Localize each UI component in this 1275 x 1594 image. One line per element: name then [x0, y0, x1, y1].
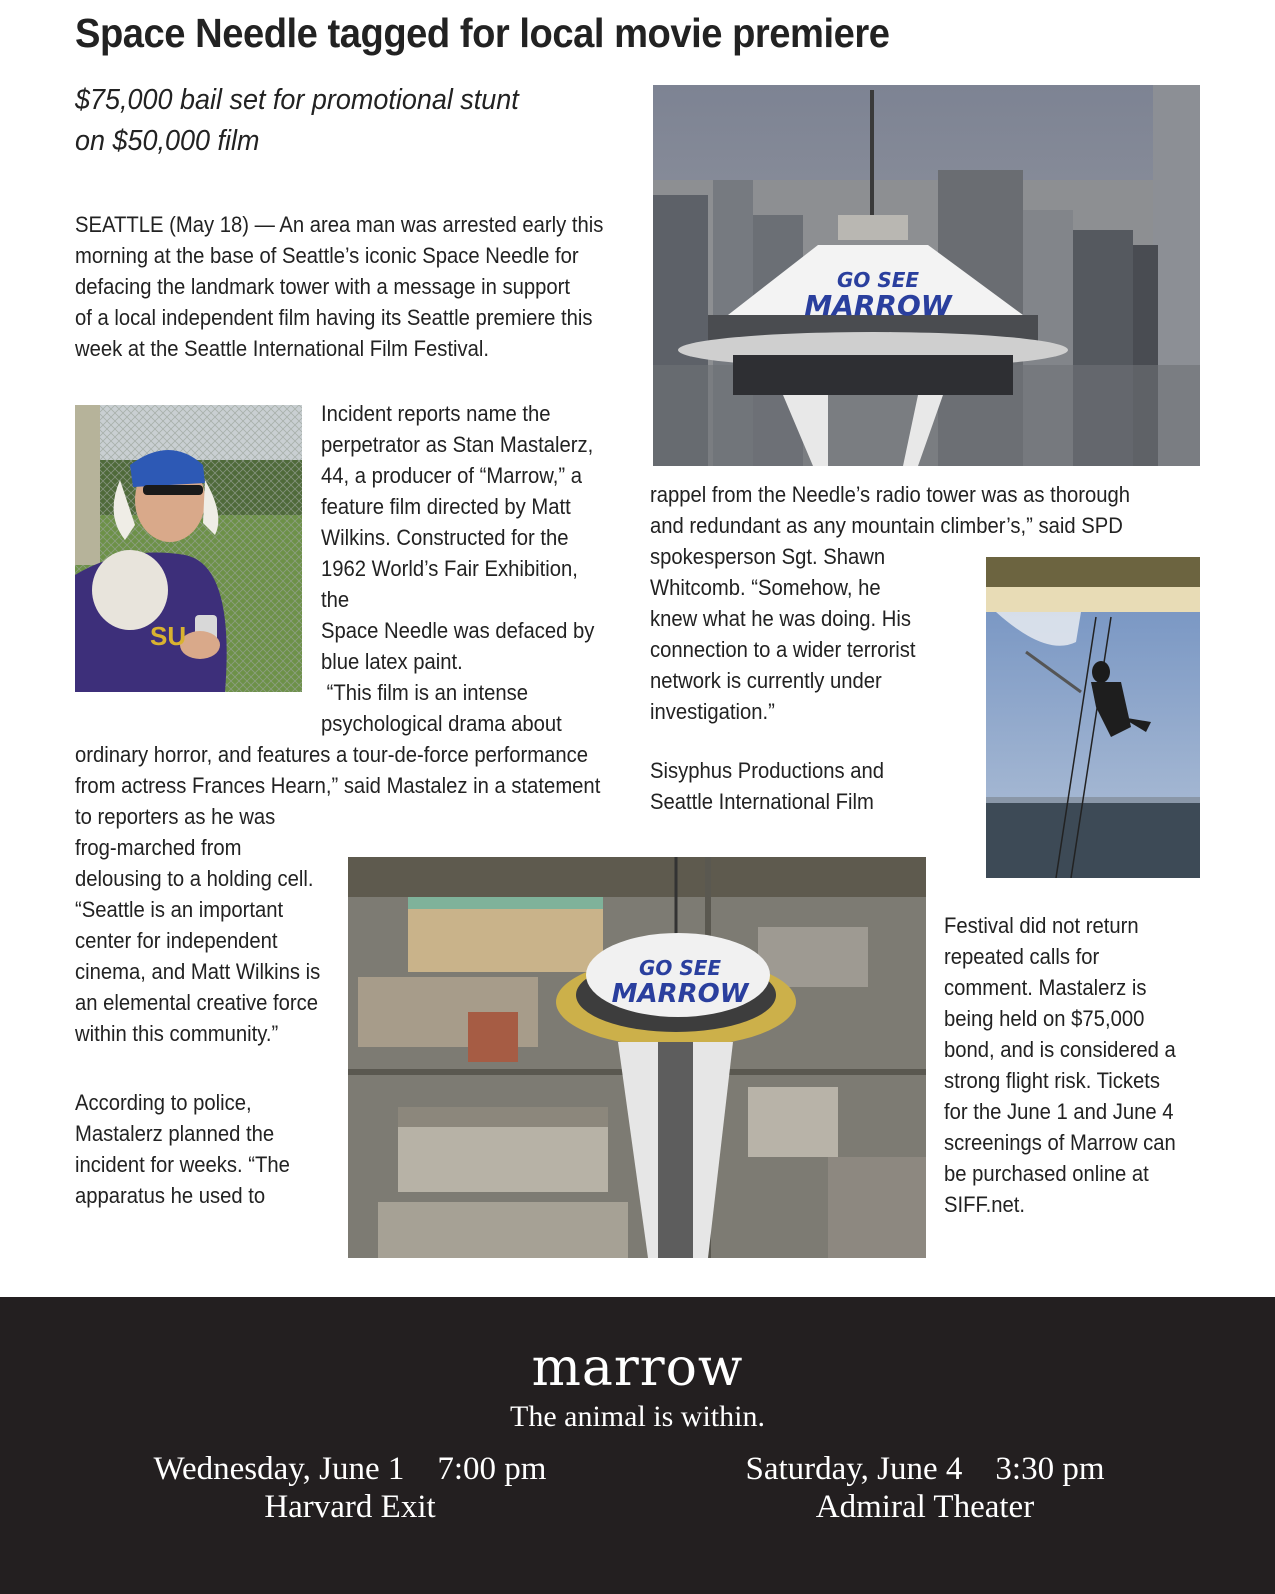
film-title: marrow: [531, 1338, 744, 1398]
screening-2: [645, 1450, 1205, 1526]
screening-1: [70, 1450, 630, 1526]
text-line: spokesperson Sgt. Shawn: [650, 544, 886, 569]
text-line: Whitcomb. “Somehow, he: [650, 575, 881, 600]
text-line: investigation.”: [650, 699, 775, 724]
text-line: Festival did not return: [944, 913, 1139, 938]
text-line: Wilkins. Constructed for the: [321, 525, 569, 550]
lede-paragraph: [75, 209, 675, 364]
text-line: morning at the base of Seattle’s iconic Space Needle for: [75, 243, 579, 268]
text-line: connection to a wider terrorist: [650, 637, 916, 662]
headline: Space Needle tagged for local movie premiere: [75, 10, 890, 56]
subhead-line: $75,000 bail set for promotional stunt: [75, 84, 519, 116]
text-line: for the June 1 and June 4: [944, 1099, 1174, 1124]
text-line: blue latex paint.: [321, 649, 463, 674]
screening-venue: Harvard Exit: [264, 1489, 436, 1525]
graffiti-line: GO SEE: [638, 956, 722, 980]
text-line: comment. Mastalerz is: [944, 975, 1147, 1000]
text-line: and redundant as any mountain climber’s,” said SPD: [650, 513, 1123, 538]
text-line: be purchased online at: [944, 1161, 1149, 1186]
text-line: an elemental creative force: [75, 990, 319, 1015]
text-line: 1962 World’s Fair Exhibition, the: [321, 556, 578, 612]
text-line: SIFF.net.: [944, 1192, 1026, 1217]
film-tagline: The animal is within.: [510, 1400, 765, 1433]
text-line: screenings of Marrow can: [944, 1130, 1176, 1155]
text-line: According to police,: [75, 1090, 252, 1115]
text-line: Sisyphus Productions and: [650, 758, 885, 783]
text-line: Seattle International Film: [650, 789, 874, 814]
quote-start: [321, 677, 621, 739]
subhead-line: on $50,000 film: [75, 125, 260, 157]
svg-text:SU: SU: [150, 621, 187, 651]
portrait-photo: [75, 405, 302, 692]
col2-full-text: [650, 479, 1210, 541]
text-line: to reporters as he was: [75, 804, 276, 829]
text-line: Space Needle was defaced by: [321, 618, 595, 643]
text-line: Incident reports name the: [321, 401, 551, 426]
text-line: ordinary horror, and features a tour-de-force performance: [75, 742, 589, 767]
graffiti-line: MARROW: [611, 979, 749, 1009]
graffiti-line: MARROW: [804, 289, 952, 322]
quote-full-width: [75, 739, 675, 801]
subhead: [75, 80, 559, 162]
text-line: from actress Frances Hearn,” said Mastalez in a statement: [75, 773, 601, 798]
text-line: Mastalerz planned the: [75, 1121, 275, 1146]
text-line: within this community.”: [75, 1021, 279, 1046]
text-line: “This film is an intense: [321, 680, 528, 705]
text-line: frog-marched from: [75, 835, 242, 860]
text-line: being held on $75,000: [944, 1006, 1145, 1031]
text-line: defacing the landmark tower with a message in support: [75, 274, 571, 299]
text-line: bond, and is considered a: [944, 1037, 1176, 1062]
text-line: psychological drama about: [321, 711, 562, 736]
text-line: feature film directed by Matt: [321, 494, 571, 519]
space-needle-closeup-photo: [653, 85, 1200, 466]
text-line: cinema, and Matt Wilkins is: [75, 959, 321, 984]
screening-venue: Admiral Theater: [815, 1489, 1035, 1525]
police-paragraph: [75, 1087, 345, 1211]
text-line: knew what he was doing. His: [650, 606, 912, 631]
text-line: network is currently under: [650, 668, 882, 693]
text-line: of a local independent film having its Seattle premiere this: [75, 305, 593, 330]
text-line: strong flight risk. Tickets: [944, 1068, 1160, 1093]
col3-text: [944, 910, 1204, 1220]
text-line: rappel from the Needle’s radio tower was as thorough: [650, 482, 1131, 507]
text-line: center for independent: [75, 928, 278, 953]
col2-narrow-text: [650, 541, 950, 727]
quote-narrow: [75, 801, 345, 1049]
space-needle-aerial-photo: [348, 857, 926, 1258]
text-line: week at the Seattle International Film Festival.: [75, 336, 489, 361]
text-line: apparatus he used to: [75, 1183, 266, 1208]
graffiti-line: GO SEE: [836, 268, 920, 292]
col2-end-text: [650, 755, 950, 817]
text-line: incident for weeks. “The: [75, 1152, 290, 1177]
text-line: repeated calls for: [944, 944, 1100, 969]
text-line: 44, a producer of “Marrow,” a: [321, 463, 582, 488]
rappeller-photo: [986, 557, 1200, 878]
text-line: SEATTLE (May 18) — An area man was arrested early this: [75, 212, 604, 237]
text-line: “Seattle is an important: [75, 897, 284, 922]
text-line: perpetrator as Stan Mastalerz,: [321, 432, 594, 457]
screening-datetime: Saturday, June 4 3:30 pm: [745, 1451, 1105, 1487]
screening-datetime: Wednesday, June 1 7:00 pm: [153, 1451, 547, 1487]
incident-paragraph: [321, 398, 621, 677]
text-line: delousing to a holding cell.: [75, 866, 314, 891]
